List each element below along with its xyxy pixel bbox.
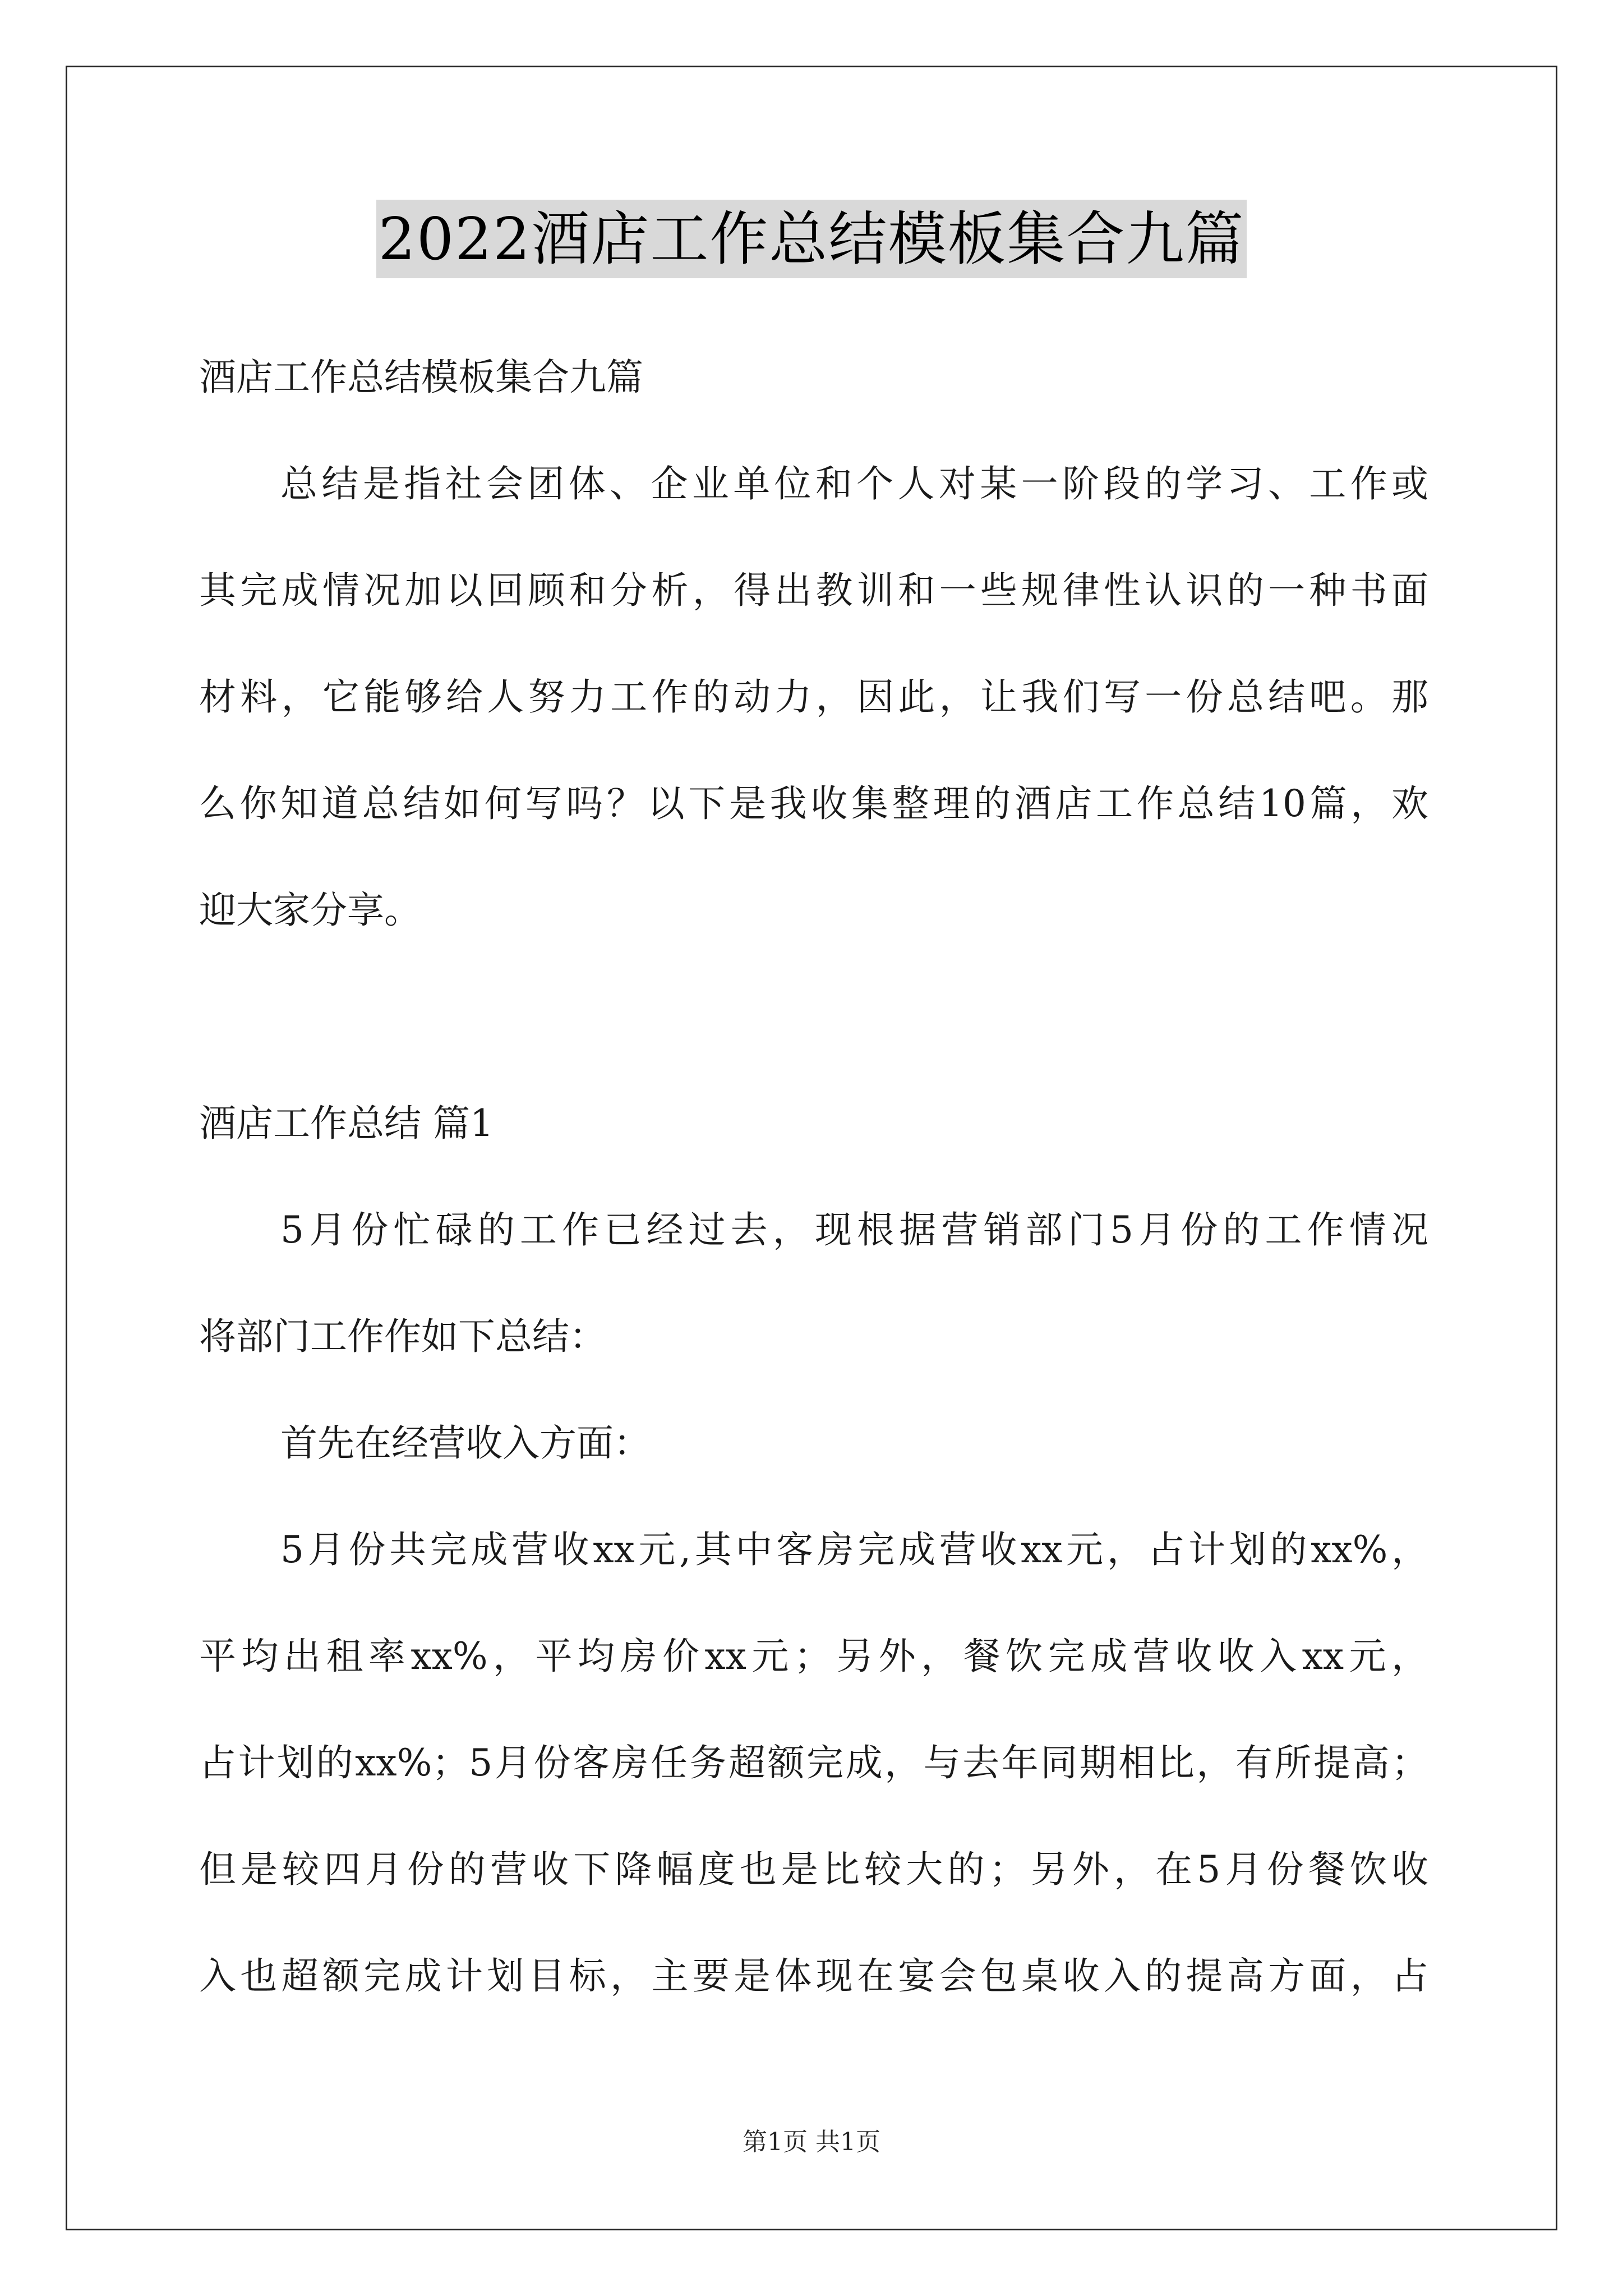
section-line-5: 平均出租率xx%，平均房价xx元；另外，餐饮完成营收收入xx元， xyxy=(199,1635,1428,1678)
intro-line-5: 迎大家分享。 xyxy=(199,889,421,932)
section-line-4: 5月份共完成营收xx元,其中客房完成营收xx元，占计划的xx%， xyxy=(280,1528,1428,1571)
document-subtitle: 酒店工作总结模板集合九篇 xyxy=(199,356,643,399)
intro-line-2: 其完成情况加以回顾和分析，得出教训和一些规律性认识的一种书面 xyxy=(199,569,1428,612)
section-line-2: 将部门工作作如下总结： xyxy=(199,1315,606,1358)
title-container xyxy=(0,200,1623,278)
section-line-7: 但是较四月份的营收下降幅度也是比较大的；另外，在5月份餐饮收 xyxy=(199,1848,1428,1891)
section-line-3: 首先在经营收入方面： xyxy=(280,1421,651,1465)
intro-line-3: 材料，它能够给人努力工作的动力，因此，让我们写一份总结吧。那 xyxy=(199,675,1428,719)
section-line-6: 占计划的xx%；5月份客房任务超额完成，与去年同期相比，有所提高； xyxy=(199,1741,1428,1784)
section-line-8: 入也超额完成计划目标，主要是体现在宴会包桌收入的提高方面，占 xyxy=(199,1954,1428,1998)
section-line-1: 5月份忙碌的工作已经过去，现根据营销部门5月份的工作情况 xyxy=(280,1208,1428,1251)
section-heading: 酒店工作总结 篇1 xyxy=(199,1102,494,1145)
page-footer: 第1页 共1页 xyxy=(743,2128,880,2156)
intro-line-1: 总结是指社会团体、企业单位和个人对某一阶段的学习、工作或 xyxy=(280,462,1428,505)
document-title: 2022酒店工作总结模板集合九篇 xyxy=(376,200,1247,278)
intro-line-4: 么你知道总结如何写吗？以下是我收集整理的酒店工作总结10篇，欢 xyxy=(199,782,1428,825)
